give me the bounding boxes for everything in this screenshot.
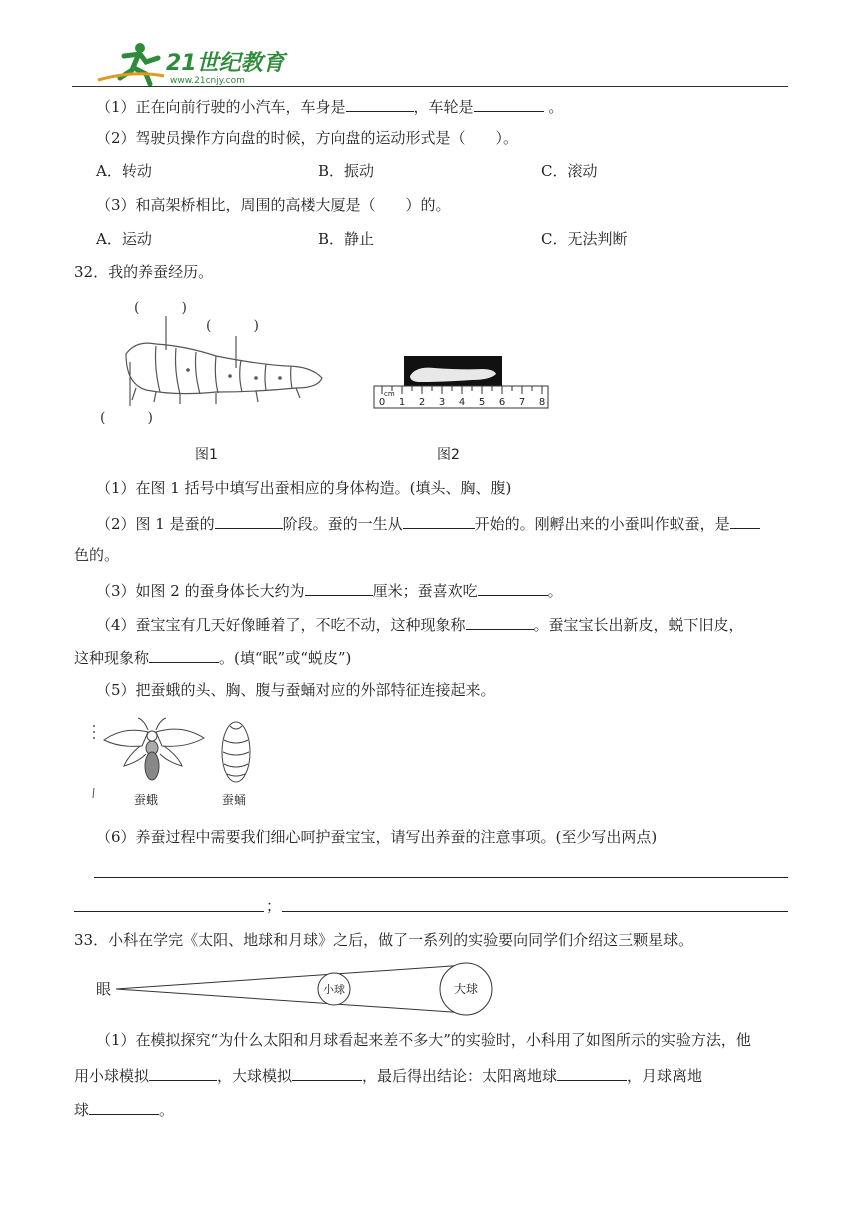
q32-s3-text-a: （3）如图 2 的蚕身体长大约为 [96,582,305,600]
q32-s3-blank-2[interactable] [478,579,548,596]
matching-dots-left [93,725,95,798]
fig1-bracket-top: ( ) [134,300,187,316]
q32-s3-text-c: 。 [547,582,563,600]
q33-s1-text-b: 用小球模拟 [74,1067,150,1085]
q32-s6-answer-line-3[interactable] [282,911,788,912]
q31-s2-option-a[interactable]: A．转动 [96,162,152,180]
q32-s2-blank-3[interactable] [730,512,760,529]
q31-s1-text-a: （1）正在向前行驶的小汽车，车身是 [96,98,346,116]
q32-s4-text-a: （4）蚕宝宝有几天好像睡着了，不吃不动，这种现象称 [96,616,466,634]
q32-s4-text-c: 这种现象称 [74,649,150,667]
q32-s6-answer-line-2[interactable] [74,911,264,912]
q32-s2-blank-1[interactable] [215,512,283,529]
ruler-tick-label: 3 [438,397,446,408]
small-ball-label: 小球 [323,983,345,996]
fig1-bracket-bottom: ( ) [100,410,153,426]
q31-s3-option-c[interactable]: C．无法判断 [541,230,628,248]
big-ball-label: 大球 [453,982,479,996]
header-rule [72,86,788,87]
figure-eye-balls [92,960,512,1020]
q31-s3-option-a[interactable]: A．运动 [96,230,152,248]
q33-s1-text-f: 球 [74,1101,90,1119]
q31-s2: （2）驾驶员操作方向盘的时候，方向盘的运动形式是（ ）。 [96,129,519,147]
q32-s2-text-b: 阶段。蚕的一生从 [282,515,403,533]
q33-s1-blank-4[interactable] [89,1098,159,1115]
q32-s4 [96,613,744,635]
q31-s1-text-c: 。 [543,98,564,116]
q33-title: 33．小科在学完《太阳、地球和月球》之后，做了一系列的实验要向同学们介绍这三颗星球。 [74,931,694,949]
logo-21cnjy [94,40,334,86]
figure-1-silkworm-larva [96,296,336,430]
q33-s1-line-2 [74,1064,702,1086]
runner-icon [98,43,164,84]
q33-s1-blank-2[interactable] [292,1064,362,1081]
ruler-tick-label: 1 [398,397,406,408]
ruler-tick-label: 2 [418,397,426,408]
q33-s1-text-c: ，大球模拟 [217,1067,293,1085]
moth-label: 蚕蛾 [134,793,159,807]
page-header [72,38,788,88]
ruler-tick-label: 8 [538,397,546,408]
q32-s6: （6）养蚕过程中需要我们细心呵护蚕宝宝，请写出养蚕的注意事项。(至少写出两点) [96,828,658,846]
q32-s3 [96,579,563,601]
q32-s4-blank-1[interactable] [466,613,534,630]
q33-s1-line-3 [74,1098,174,1120]
q31-s2-option-b[interactable]: B．振动 [318,162,375,180]
q32-s2-text-a: （2）图 1 是蚕的 [96,515,215,533]
fig1-bracket-middle: ( ) [206,318,259,334]
eye-label: 眼 [96,980,112,998]
ruler-tick-label: 5 [478,397,486,408]
q32-s2-text-c: 开始的。刚孵出来的小蚕叫作蚁蚕，是 [474,515,730,533]
ruler-tick-label: 4 [458,397,466,408]
q33-s1-text-d: ，最后得出结论：太阳离地球 [362,1067,558,1085]
q32-s4-blank-2[interactable] [149,646,219,663]
q31-s2-option-c[interactable]: C．滚动 [541,162,598,180]
pupa-label: 蚕蛹 [222,793,247,807]
q32-s2-continued: 色的。 [74,546,120,564]
q31-s1-blank-1[interactable] [346,95,414,112]
fig1-caption: 图1 [195,447,218,463]
q32-s2-blank-2[interactable] [403,512,475,529]
q31-s3: （3）和高架桥相比，周围的高楼大厦是（ ）的。 [96,196,451,214]
q32-s4-text-b: 。蚕宝宝长出新皮，蜕下旧皮， [533,616,744,634]
figure-2-silkworm-ruler [372,352,552,412]
ruler-tick-label: 0 [378,397,386,408]
q32-s4-text-d: 。(填“眠”或“蜕皮”) [219,649,352,667]
q33-s1-blank-3[interactable] [557,1064,627,1081]
q32-s1: （1）在图 1 括号中填写出蚕相应的身体构造。(填头、胸、腹) [96,479,512,497]
q31-s3-option-b[interactable]: B．静止 [318,230,375,248]
ruler-tick-label: 7 [518,397,526,408]
q33-s1-blank-1[interactable] [149,1064,217,1081]
q31-s1-blank-2[interactable] [474,95,544,112]
q33-s1-text-e: ，月球离地 [627,1067,703,1085]
q32-s3-text-b: 厘米；蚕喜欢吃 [372,582,478,600]
q31-s1 [96,95,563,117]
q32-s4-continued [74,646,351,668]
silkworm-larva-drawing [126,343,322,404]
silkworm-pupa-drawing [222,722,250,782]
q32-s5: （5）把蚕蛾的头、胸、腹与蚕蛹对应的外部特征连接起来。 [96,681,496,699]
logo-url-text: www.21cnjy.com [170,76,245,86]
ruler-unit: cm [384,390,395,398]
q32-s3-blank-1[interactable] [305,579,373,596]
fig2-caption: 图2 [437,447,460,463]
silkworm-moth-drawing [104,718,204,780]
q31-s1-text-b: ，车轮是 [413,98,474,116]
ruler-tick-label: 6 [498,397,506,408]
q32-title: 32．我的养蚕经历。 [74,263,214,281]
logo-main-text: 21世纪教育 [166,51,285,76]
q32-s2 [96,512,760,534]
q32-s6-separator: ； [266,897,282,915]
q32-s6-answer-line-1[interactable] [94,877,788,878]
q33-s1-text-g: 。 [159,1101,175,1119]
q33-s1: （1）在模拟探究“为什么太阳和月球看起来差不多大”的实验时，小科用了如图所示的实验方法，他 [96,1031,751,1049]
